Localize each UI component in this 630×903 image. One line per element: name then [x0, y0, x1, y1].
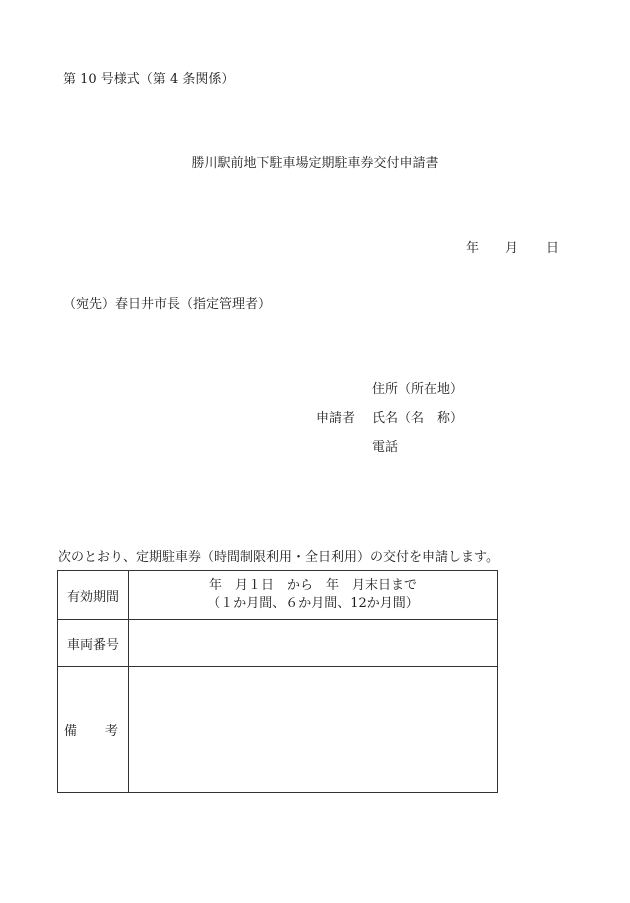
remarks-label-left: 備 [64, 724, 78, 739]
applicant-address-row [316, 378, 463, 407]
table-row-validity [58, 571, 498, 620]
remarks-label-cell [58, 667, 129, 793]
table-row-vehicle [58, 620, 498, 667]
phone-label: 電話 [372, 440, 399, 455]
application-table [57, 570, 498, 793]
applicant-block [316, 378, 463, 465]
applicant-name-row [316, 407, 463, 436]
intro-text: 次のとおり、定期駐車券（時間制限利用・全日利用）の交付を申請します。 [58, 550, 499, 565]
applicant-label: 申請者 [316, 411, 356, 426]
recipient: （宛先）春日井市長（指定管理者） [63, 297, 272, 312]
address-label: 住所（所在地） [372, 382, 464, 397]
table-row-remarks [58, 667, 498, 793]
validity-line-1: 年 月１日 から 年 月末日まで [208, 578, 417, 593]
date-year-label: 年 [466, 241, 480, 256]
remarks-field[interactable] [129, 667, 498, 793]
page-title: 勝川駅前地下駐車場定期駐車券交付申請書 [191, 156, 439, 171]
name-label: 氏名（名 称） [372, 411, 464, 426]
date-day-label: 日 [546, 241, 560, 256]
remarks-label-right: 考 [104, 724, 118, 739]
date-month-label: 月 [505, 241, 519, 256]
validity-cell[interactable] [129, 571, 498, 620]
vehicle-label: 車両番号 [58, 620, 129, 667]
vehicle-number-field[interactable] [129, 620, 498, 667]
date-line [466, 237, 559, 256]
validity-line-2: （１か月間、６か月間、12か月間） [207, 596, 419, 611]
applicant-phone-row [316, 436, 463, 465]
validity-label: 有効期間 [58, 571, 129, 620]
form-number: 第 10 号様式（第 4 条関係） [63, 72, 235, 87]
